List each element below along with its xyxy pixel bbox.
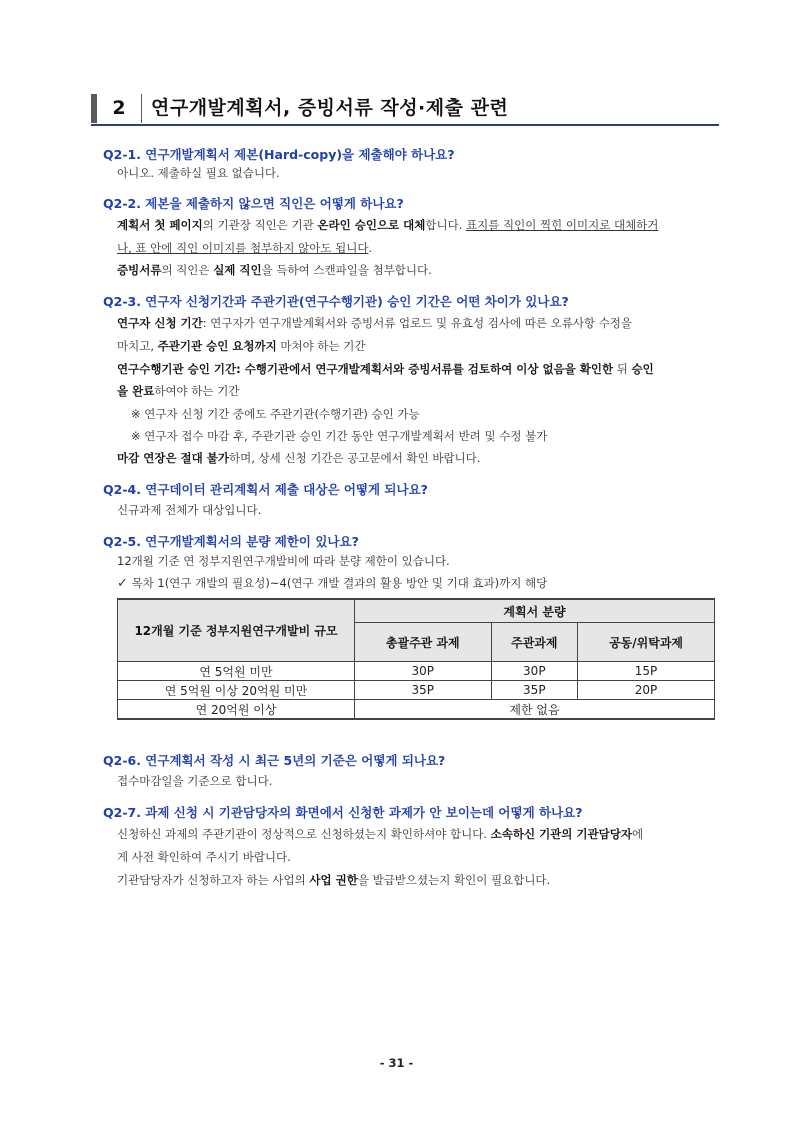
table-cell: 30P: [355, 662, 492, 681]
question-2-6: Q2-6. 연구계획서 작성 시 최근 5년의 기준은 어떻게 되나요?: [103, 753, 446, 768]
emphasis: 연구자 신청 기간: [117, 316, 203, 330]
table-row-label: 연 5억원 이상 20억원 미만: [118, 681, 355, 700]
answer-2-5: 12개월 기준 연 정부지원연구개발비에 따라 분량 제한이 있습니다.: [117, 554, 450, 568]
table-cell: 30P: [491, 662, 578, 681]
underlined-text: 표지를 직인이 찍힌 이미지로 대체하거: [466, 218, 659, 232]
emphasis: 연구수행기관 승인 기간: 수행기관에서 연구개발계획서와 증빙서류를 검토하여 이상 없음을 확인한: [117, 362, 614, 376]
answer-2-3-line-1: [117, 315, 632, 331]
answer-2-6: 접수마감일을 기준으로 합니다.: [117, 774, 273, 788]
emphasis: 마감 연장은 절대 불가: [117, 451, 229, 465]
underlined-text: 나, 표 안에 직인 이미지를 첨부하지 않아도 됩니다: [117, 241, 369, 255]
question-2-2: Q2-2. 제본을 제출하지 않으면 직인은 어떻게 하나요?: [103, 196, 404, 211]
answer-2-7-line-3: [117, 872, 550, 888]
table-cell: 20P: [578, 681, 715, 700]
emphasis: 계획서 첫 페이지: [117, 218, 203, 232]
question-2-7: Q2-7. 과제 신청 시 기관담당자의 화면에서 신청한 과제가 안 보이는데 어떻게 하나요?: [103, 805, 583, 820]
section-title: 연구개발계획서, 증빙서류 작성·제출 관련: [151, 97, 509, 119]
table-row: [118, 662, 715, 681]
text: 신청하신 과제의 주관기관이 정상적으로 신청하셨는지 확인하셔야 합니다.: [117, 827, 491, 841]
answer-2-3-line-5: [117, 450, 480, 466]
text: 의 기관장 직인은 기관: [202, 218, 318, 232]
text: 을 발급받으셨는지 확인이 필요합니다.: [357, 873, 551, 887]
section-header: [91, 94, 719, 126]
text: 을 득하여 스캔파일을 첨부합니다.: [261, 263, 432, 277]
table-column-header: 공동/위탁과제: [578, 623, 715, 662]
emphasis: 실제 직인: [213, 263, 262, 277]
table-row: [118, 700, 715, 720]
answer-2-3-line-4: [117, 383, 239, 399]
emphasis: 을 완료: [117, 384, 155, 398]
check-icon: ✓: [117, 576, 128, 591]
text: 마치고,: [117, 339, 158, 353]
table-group-header: 계획서 분량: [355, 599, 715, 623]
answer-2-4: 신규과제 전체가 대상입니다.: [117, 503, 262, 517]
answer-2-2-line-1: [117, 217, 658, 233]
section-number: 2: [91, 94, 142, 123]
emphasis: 소속하신 기관의 기관담당자: [490, 827, 632, 841]
answer-2-3-line-3: [117, 361, 654, 377]
table-corner-header: 12개월 기준 정부지원연구개발비 규모: [118, 599, 355, 662]
question-2-1: Q2-1. 연구개발계획서 제본(Hard-copy)을 제출해야 하나요?: [103, 147, 455, 162]
emphasis: 주관기관 승인 요청까지: [157, 339, 277, 353]
question-2-4: Q2-4. 연구데이터 관리계획서 제출 대상은 어떻게 되나요?: [103, 482, 428, 497]
text: .: [368, 241, 373, 255]
emphasis: 승인: [631, 362, 654, 376]
answer-2-1: 아니오. 제출하실 필요 없습니다.: [117, 166, 280, 180]
answer-2-2-line-2: [117, 240, 372, 256]
question-2-5: Q2-5. 연구개발계획서의 분량 제한이 있나요?: [103, 534, 359, 549]
answer-2-7-line-2: 게 사전 확인하여 주시기 바랍니다.: [117, 850, 291, 864]
volume-limit-table: [117, 598, 715, 720]
table-row-label: 연 20억원 이상: [118, 700, 355, 720]
answer-2-3-line-2: [117, 338, 365, 354]
note-1: ※ 연구자 신청 기간 중에도 주관기관(수행기관) 승인 가능: [131, 407, 420, 421]
text: 에: [631, 827, 644, 841]
text: 하며, 상세 신청 기간은 공고문에서 확인 바랍니다.: [229, 451, 481, 465]
table-cell: 35P: [355, 681, 492, 700]
table-row: [118, 681, 715, 700]
page-number: - 31 -: [379, 1056, 414, 1070]
check-text: 목차 1(연구 개발의 필요성)~4(연구 개발 결과의 활용 방안 및 기대 효과)까지 해당: [131, 576, 548, 590]
emphasis: 사업 권한: [309, 873, 358, 887]
check-item: [117, 575, 547, 591]
text: 기관담당자가 신청하고자 하는 사업의: [117, 873, 310, 887]
emphasis: 온라인 승인으로 대체: [317, 218, 426, 232]
emphasis: 증빙서류: [117, 263, 162, 277]
question-2-3: Q2-3. 연구자 신청기간과 주관기관(연구수행기관) 승인 기간은 어떤 차이가 있나요?: [103, 294, 569, 309]
table-cell: 35P: [491, 681, 578, 700]
answer-2-2-line-3: [117, 262, 432, 278]
table-cell: 제한 없음: [355, 700, 715, 720]
text: 합니다.: [425, 218, 467, 232]
answer-2-7-line-1: [117, 826, 643, 842]
text: 하여야 하는 기간: [154, 384, 240, 398]
table-column-header: 총괄주관 과제: [355, 623, 492, 662]
note-2: ※ 연구자 접수 마감 후, 주관기관 승인 기간 동안 연구개발계획서 반려 및 수정 불가: [131, 429, 548, 443]
text: 의 직인은: [161, 263, 214, 277]
text: 뒤: [613, 362, 632, 376]
table-column-header: 주관과제: [491, 623, 578, 662]
table-row-label: 연 5억원 미만: [118, 662, 355, 681]
table-cell: 15P: [578, 662, 715, 681]
text: : 연구자가 연구개발계획서와 증빙서류 업로드 및 유효성 검사에 따른 오류사항 수정을: [202, 316, 633, 330]
text: 마쳐야 하는 기간: [276, 339, 366, 353]
